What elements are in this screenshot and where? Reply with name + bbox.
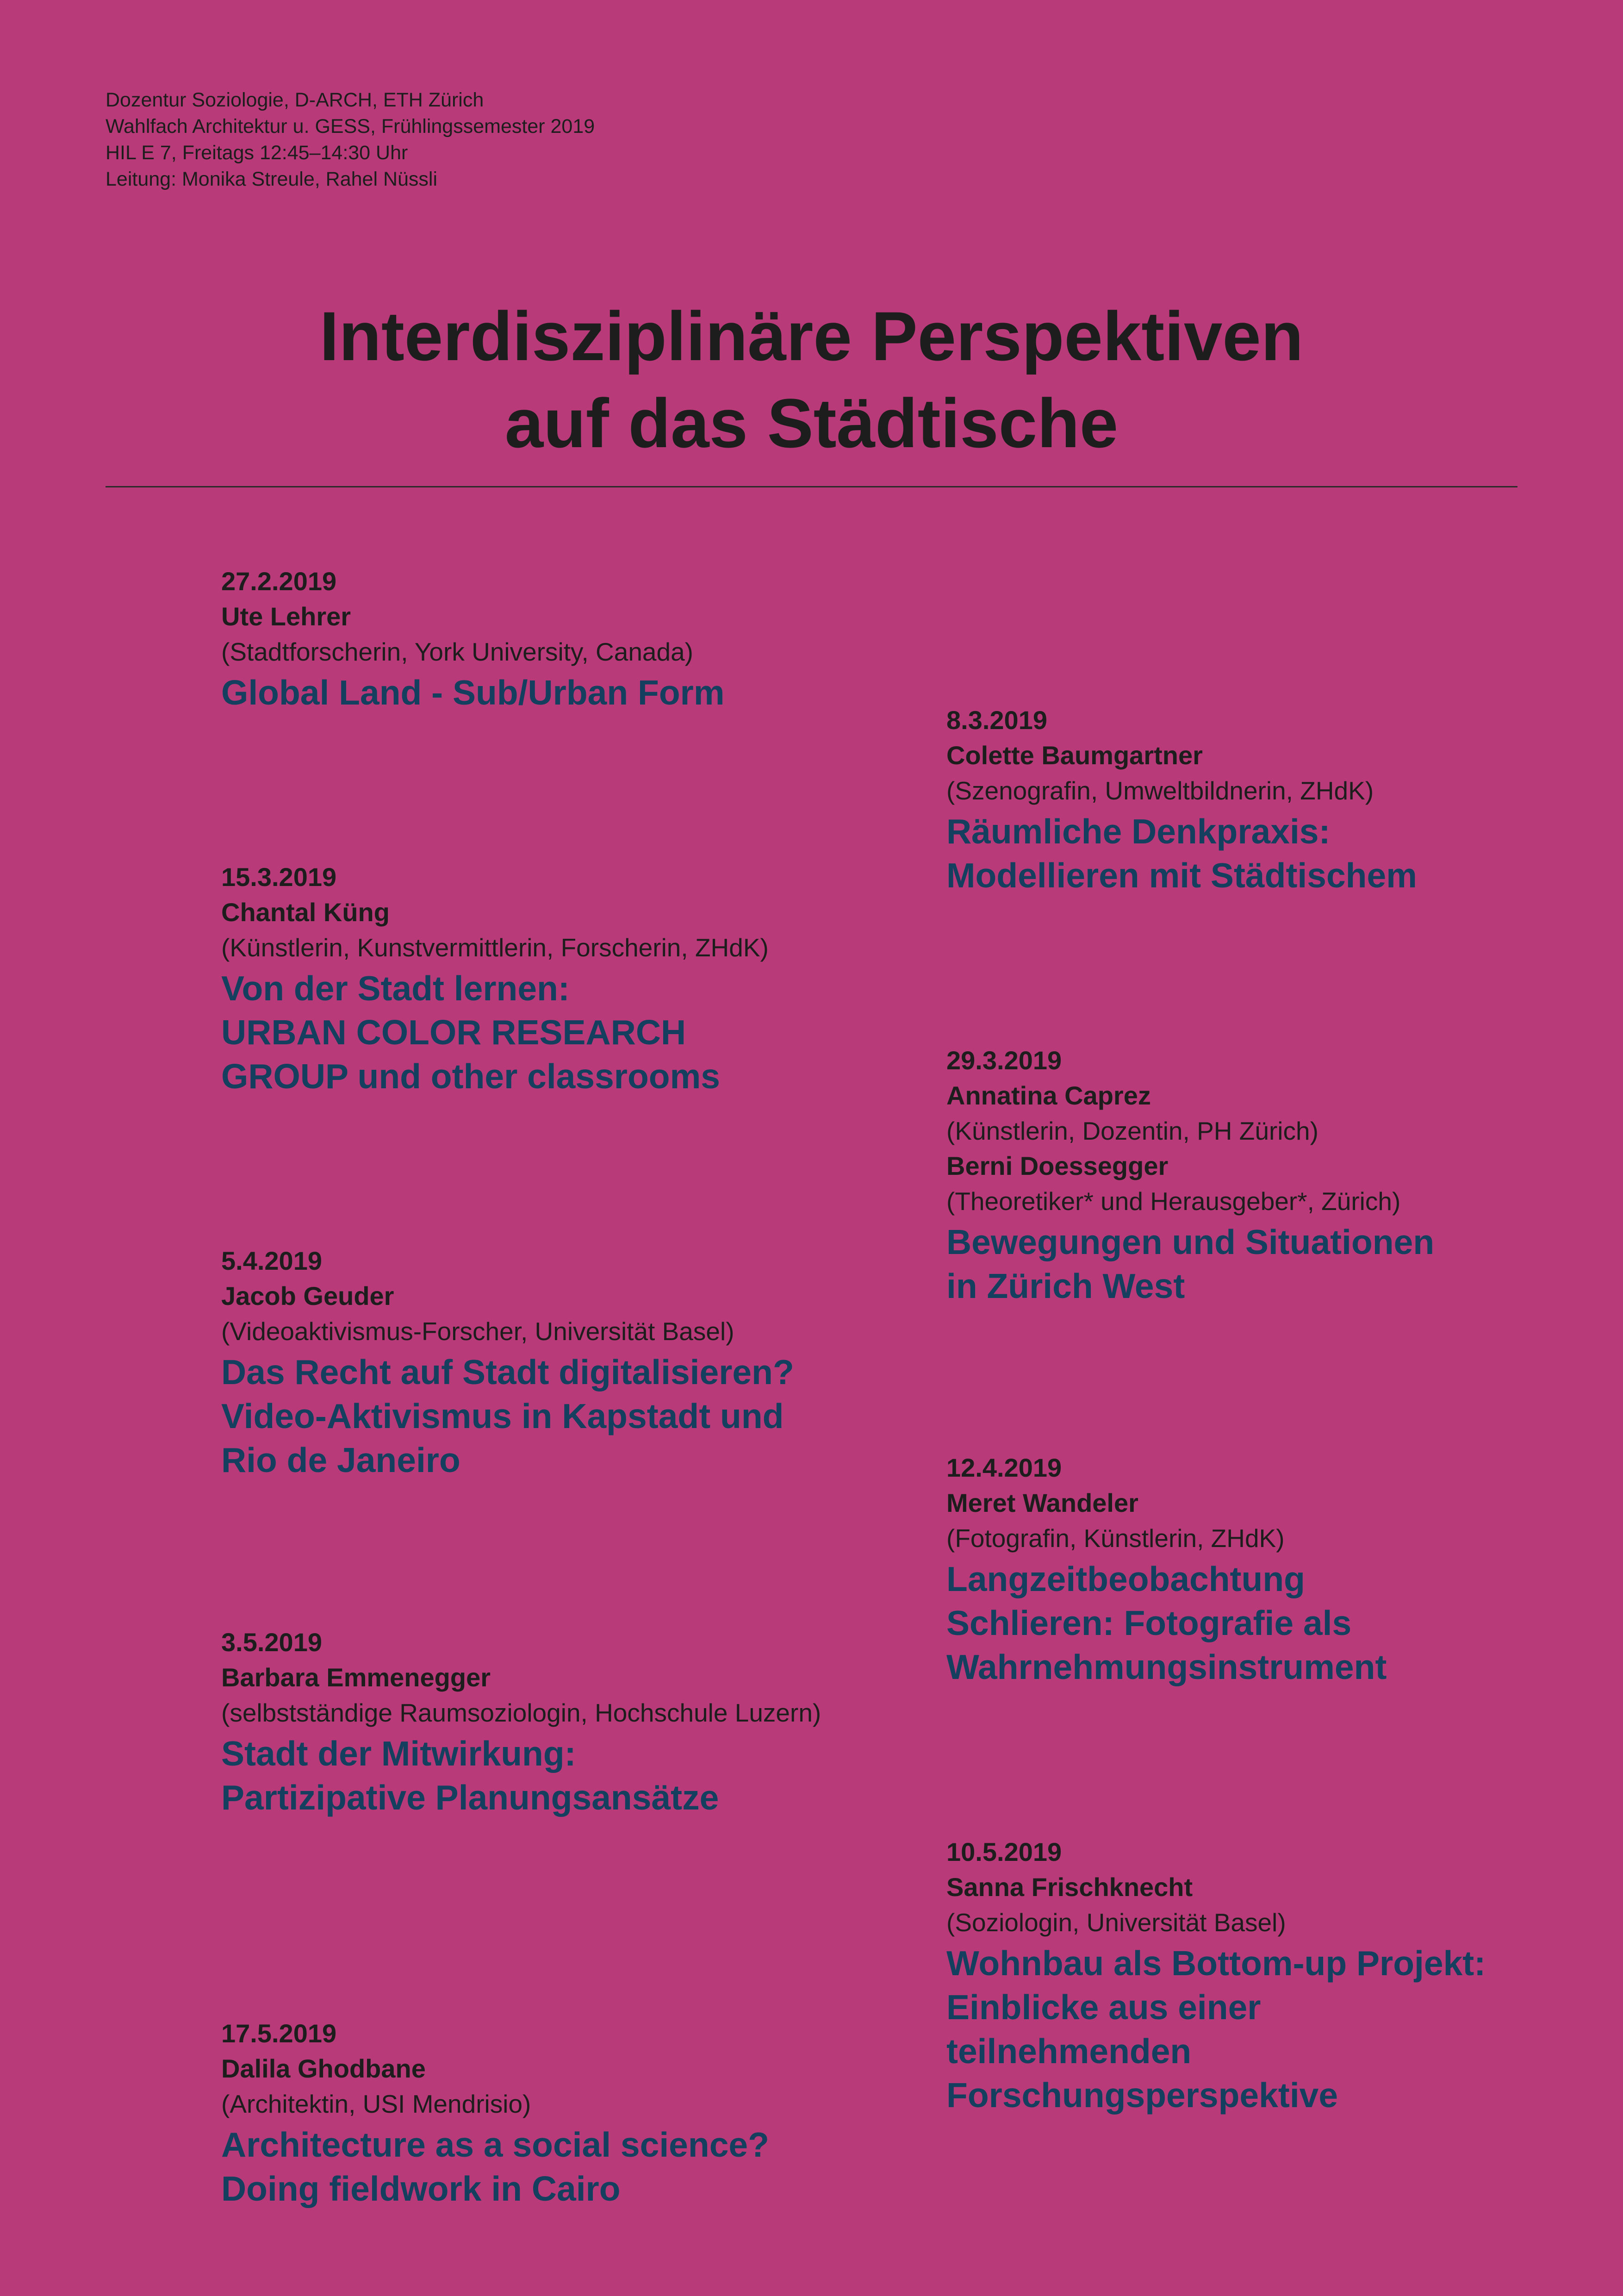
- event-date: 27.2.2019: [221, 567, 337, 596]
- course-info-line: Dozentur Soziologie, D-ARCH, ETH Zürich: [106, 89, 484, 111]
- event-item: [221, 564, 869, 715]
- event-topic: Partizipative Planungsansätze: [221, 1778, 719, 1817]
- course-info-line: Leitung: Monika Streule, Rahel Nüssli: [106, 168, 438, 190]
- event-topic: Architecture as a social science?: [221, 2125, 769, 2164]
- event-topic: Räumliche Denkpraxis:: [946, 812, 1331, 851]
- event-date: 15.3.2019: [221, 862, 337, 892]
- event-topic: Rio de Janeiro: [221, 1441, 460, 1479]
- event-topic: GROUP und other classrooms: [221, 1057, 721, 1096]
- event-topic: Doing fieldwork in Cairo: [221, 2169, 621, 2208]
- speaker-name: Barbara Emmenegger: [221, 1663, 491, 1692]
- speaker-affiliation: (Soziologin, Universität Basel): [946, 1908, 1286, 1937]
- speaker-affiliation: (Fotografin, Künstlerin, ZHdK): [946, 1524, 1285, 1553]
- speaker-affiliation: (Architektin, USI Mendrisio): [221, 2090, 531, 2118]
- speaker-affiliation: (Szenografin, Umweltbildnerin, ZHdK): [946, 776, 1374, 805]
- course-info-line: Wahlfach Architektur u. GESS, Frühlingssemester 2019: [106, 115, 595, 137]
- speaker-name: Sanna Frischknecht: [946, 1872, 1193, 1902]
- event-topic: Forschungsperspektive: [946, 2076, 1338, 2115]
- speaker-name: Jacob Geuder: [221, 1281, 394, 1310]
- course-info: [106, 87, 595, 193]
- event-topic: Schlieren: Fotografie als: [946, 1603, 1352, 1642]
- event-topic: Von der Stadt lernen:: [221, 969, 570, 1008]
- event-topic: Langzeitbeobachtung: [946, 1560, 1305, 1598]
- event-topic: Wahrnehmungsinstrument: [946, 1647, 1387, 1686]
- poster-title: [106, 293, 1517, 467]
- course-info-line: HIL E 7, Freitags 12:45–14:30 Uhr: [106, 142, 408, 164]
- speaker-affiliation: (Künstlerin, Dozentin, PH Zürich): [946, 1117, 1318, 1145]
- event-topic: Modellieren mit Städtischem: [946, 856, 1417, 895]
- event-date: 17.5.2019: [221, 2019, 337, 2048]
- event-topic: in Zürich West: [946, 1267, 1185, 1305]
- speaker-name: Berni Doessegger: [946, 1151, 1169, 1180]
- speaker-name: Dalila Ghodbane: [221, 2054, 426, 2083]
- event-topic: Video-Aktivismus in Kapstadt und: [221, 1397, 784, 1435]
- event-topic: URBAN COLOR RESEARCH: [221, 1013, 686, 1052]
- title-divider: [106, 486, 1517, 487]
- event-topic: teilnehmenden: [946, 2032, 1192, 2071]
- speaker-name: Meret Wandeler: [946, 1488, 1138, 1517]
- speaker-name: Chantal Küng: [221, 898, 390, 927]
- event-topic: Bewegungen und Situationen: [946, 1223, 1435, 1261]
- speaker-name: Colette Baumgartner: [946, 741, 1203, 770]
- speaker-affiliation: (Künstlerin, Kunstvermittlerin, Forscherin, ZHdK): [221, 933, 769, 962]
- event-item: [946, 1043, 1557, 1308]
- event-date: 8.3.2019: [946, 705, 1047, 735]
- event-item: [946, 1834, 1557, 2117]
- speaker-name: Annatina Caprez: [946, 1081, 1151, 1110]
- poster-title-line: auf das Städtische: [504, 384, 1119, 462]
- event-item: [221, 2016, 869, 2211]
- event-topic: Einblicke aus einer: [946, 1988, 1261, 2027]
- event-item: [946, 1450, 1557, 1689]
- event-date: 29.3.2019: [946, 1046, 1062, 1075]
- event-topic: Global Land - Sub/Urban Form: [221, 673, 725, 712]
- speaker-affiliation: (Theoretiker* und Herausgeber*, Zürich): [946, 1187, 1401, 1216]
- event-topic: Das Recht auf Stadt digitalisieren?: [221, 1353, 794, 1391]
- speaker-affiliation: (Videoaktivismus-Forscher, Universität Basel): [221, 1317, 734, 1346]
- speaker-name: Ute Lehrer: [221, 602, 351, 631]
- speaker-affiliation: (Stadtforscherin, York University, Canada): [221, 637, 693, 666]
- event-item: [221, 860, 869, 1098]
- event-date: 12.4.2019: [946, 1453, 1062, 1482]
- event-date: 5.4.2019: [221, 1246, 322, 1275]
- poster-title-line: Interdisziplinäre Perspektiven: [319, 297, 1304, 375]
- event-topic: Wohnbau als Bottom-up Projekt:: [946, 1944, 1486, 1983]
- event-topic: Stadt der Mitwirkung:: [221, 1734, 576, 1773]
- event-item: [221, 1243, 869, 1482]
- event-date: 10.5.2019: [946, 1837, 1062, 1866]
- speaker-affiliation: (selbstständige Raumsoziologin, Hochschule Luzern): [221, 1698, 821, 1727]
- event-item: [946, 703, 1557, 898]
- event-item: [221, 1625, 869, 1820]
- event-date: 3.5.2019: [221, 1628, 322, 1657]
